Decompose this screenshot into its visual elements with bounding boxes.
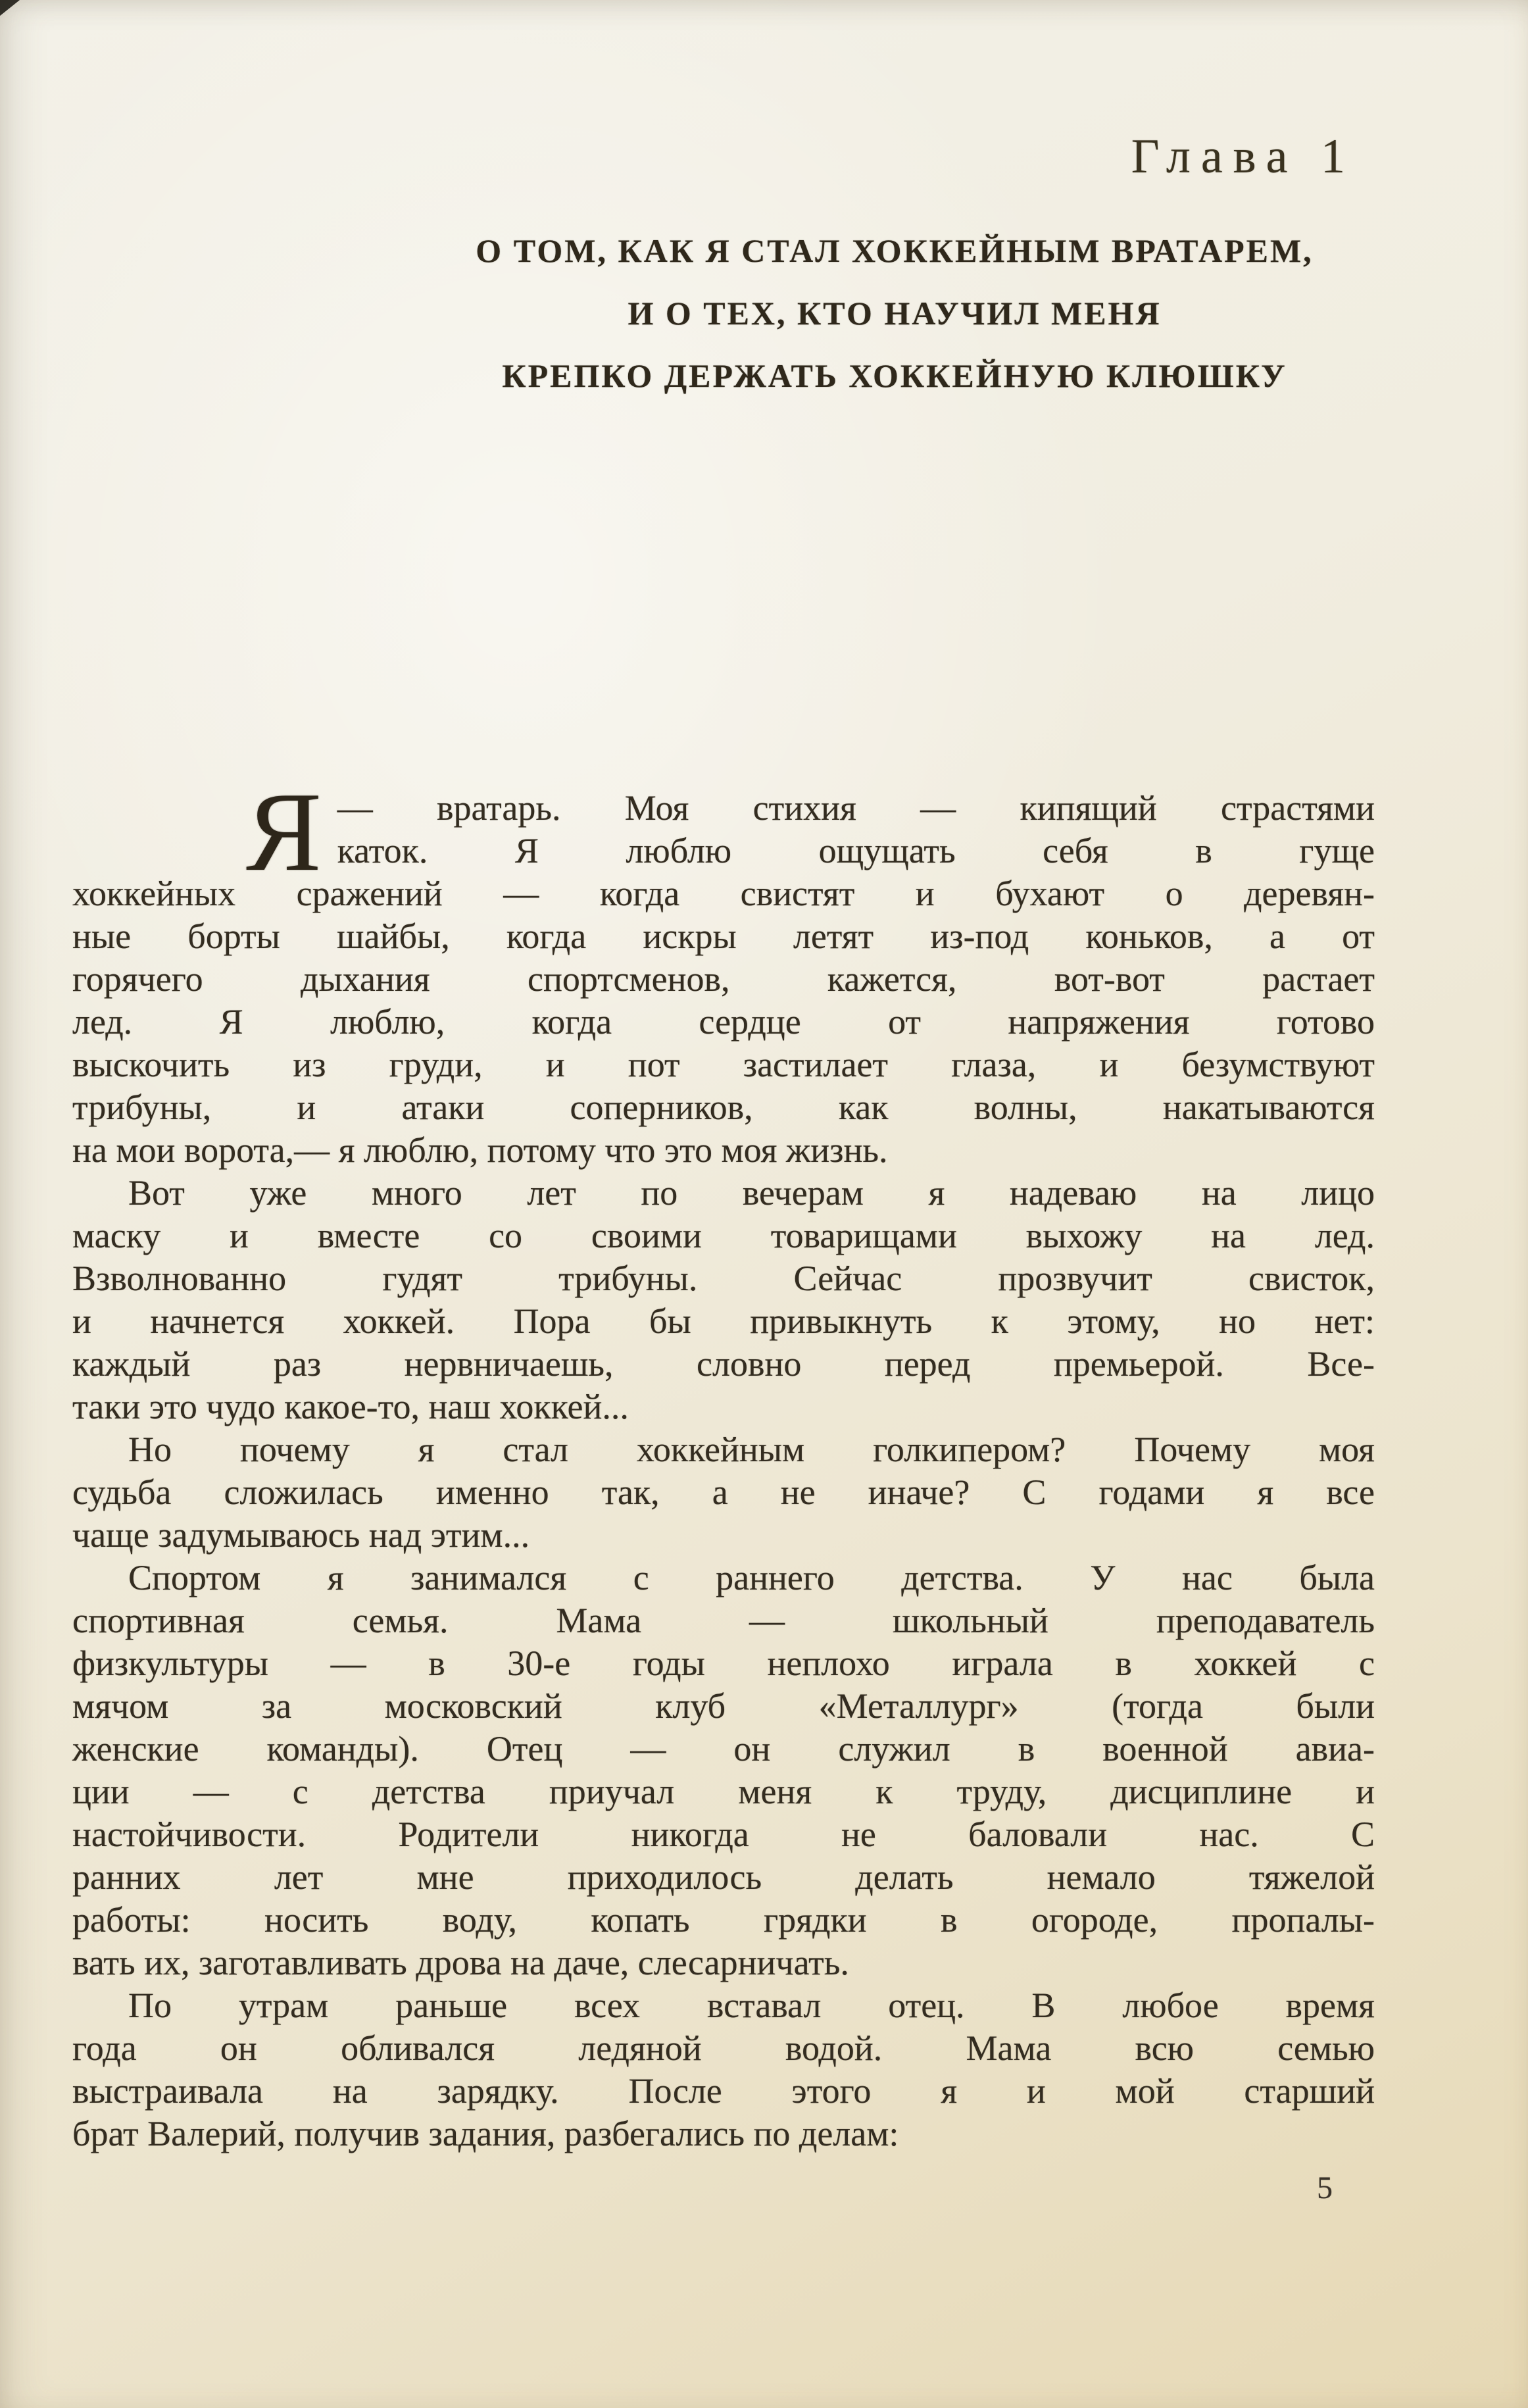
paragraph: [72, 1428, 1375, 1557]
text-line: спортивная семья. Мама — школьный преподаватель: [72, 1601, 1375, 1640]
text-line: выстраивала на зарядку. После этого я и мой старший: [72, 2071, 1375, 2111]
text-line: Вот уже много лет по вечерам я надеваю на лицо: [128, 1173, 1375, 1213]
chapter-subtitle: [368, 220, 1421, 407]
subtitle-line: О ТОМ, КАК Я СТАЛ ХОККЕЙНЫМ ВРАТАРЕМ,: [476, 232, 1314, 269]
page-number: 5: [1317, 2170, 1333, 2205]
text-line: трибуны, и атаки соперников, как волны, накатываются: [72, 1088, 1375, 1127]
text-line: женские команды). Отец — он служил в военной авиа-: [72, 1729, 1375, 1768]
text-line: ные борты шайбы, когда искры летят из-под коньков, а от: [72, 916, 1375, 956]
paragraph: [72, 770, 1375, 1172]
body-text: [72, 770, 1375, 2155]
text-line: ранних лет мне приходилось делать немало тяжелой: [72, 1857, 1375, 1897]
chapter-heading: Глава 1: [1131, 130, 1356, 184]
text-line: маску и вместе со своими товарищами выхожу на лед.: [72, 1216, 1375, 1255]
text-line: настойчивости. Родители никогда не баловали нас. С: [72, 1815, 1375, 1854]
text-line: — вратарь. Моя стихия — кипящий страстями: [337, 788, 1375, 828]
paragraph: [72, 1172, 1375, 1428]
text-line: Взволнованно гудят трибуны. Сейчас прозвучит свисток,: [72, 1259, 1375, 1298]
text-line: на мои ворота,— я люблю, потому что это моя жизнь.: [72, 1130, 888, 1170]
text-line: Спортом я занимался с раннего детства. У нас была: [128, 1558, 1375, 1597]
text-line: ции — с детства приучал меня к труду, дисциплине и: [72, 1772, 1375, 1811]
text-line: таки это чудо какое-то, наш хоккей...: [72, 1387, 629, 1426]
text-line: брат Валерий, получив задания, разбегались по делам:: [72, 2114, 899, 2153]
text-line: каток. Я люблю ощущать себя в гуще: [337, 831, 1375, 870]
text-line: хоккейных сражений — когда свистят и бухают о деревян-: [72, 874, 1375, 913]
text-line: мячом за московский клуб «Металлург» (тогда были: [72, 1686, 1375, 1726]
text-line: года он обливался ледяной водой. Мама всю семью: [72, 2028, 1375, 2068]
text-line: горячего дыхания спортсменов, кажется, вот-вот растает: [72, 959, 1375, 999]
subtitle-line: И О ТЕХ, КТО НАУЧИЛ МЕНЯ: [628, 295, 1162, 332]
scan-corner-artifact: [0, 0, 20, 16]
text-line: Но почему я стал хоккейным голкипером? Почему моя: [128, 1430, 1375, 1469]
text-line: чаще задумываюсь над этим...: [72, 1515, 530, 1555]
text-line: По утрам раньше всех вставал отец. В любое время: [128, 1986, 1375, 2025]
paragraph: [72, 1557, 1375, 1984]
text-line: и начнется хоккей. Пора бы привыкнуть к этому, но нет:: [72, 1301, 1375, 1341]
text-line: выскочить из груди, и пот застилает глаза, и безумствуют: [72, 1045, 1375, 1084]
paragraph: [72, 1984, 1375, 2155]
text-line: физкультуры — в 30-е годы неплохо играла в хоккей с: [72, 1643, 1375, 1683]
drop-cap: Я: [246, 770, 322, 895]
text-line: судьба сложилась именно так, а не иначе? С годами я все: [72, 1472, 1375, 1512]
text-line: каждый раз нервничаешь, словно перед премьерой. Все-: [72, 1344, 1375, 1384]
text-line: лед. Я люблю, когда сердце от напряжения готово: [72, 1002, 1375, 1041]
text-line: вать их, заготавливать дрова на даче, слесарничать.: [72, 1943, 849, 1982]
subtitle-line: КРЕПКО ДЕРЖАТЬ ХОККЕЙНУЮ КЛЮШКУ: [502, 357, 1287, 394]
text-line: работы: носить воду, копать грядки в огороде, пропалы-: [72, 1900, 1375, 1940]
